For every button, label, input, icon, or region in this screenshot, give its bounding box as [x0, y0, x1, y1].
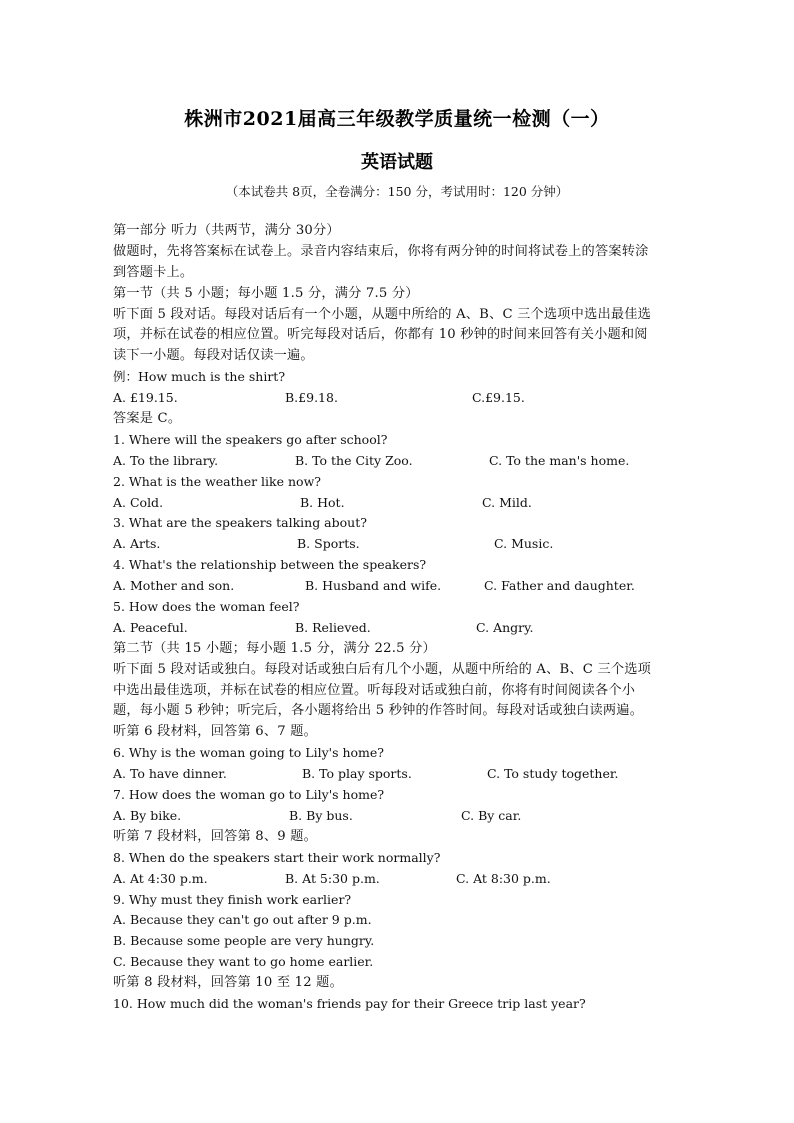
option-c: C.£9.15. [472, 390, 525, 406]
part1-instruction: 到答题卡上。 [113, 264, 194, 280]
material-6-label: 听第 6 段材料，回答第 6、7 题。 [113, 724, 317, 740]
section1-instruction: 项，并标在试卷的相应位置。听完每段对话后，你都有 10 秒钟的时间来回答有关小题和阅 [113, 327, 648, 343]
section2-instruction: 中选出最佳选项，并标在试卷的相应位置。听每段对话或独白前，你将有时间阅读各个小 [113, 682, 636, 698]
question-9-option-c: C. Because they want to go home earlier. [113, 954, 374, 970]
option-a: A. At 4:30 p.m. [113, 870, 208, 886]
material-7-label: 听第 7 段材料，回答第 8、9 题。 [113, 828, 317, 844]
question-2-options [113, 493, 683, 514]
option-b: B. At 5:30 p.m. [285, 870, 380, 886]
page-title: 株洲市2021届高三年级教学质量统一检测（一） [184, 108, 610, 130]
question-6: 6. Why is the woman going to Lily's home? [113, 745, 385, 761]
option-b: B. Husband and wife. [305, 578, 442, 594]
option-c: C. Father and daughter. [484, 578, 635, 594]
question-5-options [113, 618, 683, 639]
question-7-options [113, 806, 683, 827]
option-b: B. Hot. [300, 494, 345, 510]
option-b: B. Relieved. [295, 619, 371, 635]
option-b: B. To play sports. [302, 766, 412, 782]
material-8-label: 听第 8 段材料，回答第 10 至 12 题。 [113, 975, 343, 991]
option-c: C. Music. [494, 536, 554, 552]
example-question: 例：How much is the shirt? [113, 369, 286, 385]
option-c: C. Angry. [476, 619, 534, 635]
option-a: A. Cold. [113, 494, 164, 510]
part1-instruction: 做题时，先将答案标在试卷上。录音内容结束后，你将有两分钟的时间将试卷上的答案转涂 [113, 243, 649, 259]
question-3-options [113, 534, 683, 555]
option-a: A. To the library. [113, 452, 219, 468]
option-b: B. By bus. [289, 807, 353, 823]
question-4-options [113, 576, 683, 597]
question-8: 8. When do the speakers start their work normally? [113, 849, 441, 865]
option-c: C. At 8:30 p.m. [456, 870, 551, 886]
example-answer: 答案是 C。 [113, 411, 182, 427]
section2-instruction: 题，每小题 5 秒钟；听完后，各小题将给出 5 秒钟的作答时间。每段对话或独白读两遍。 [113, 703, 644, 719]
option-a: A. Arts. [113, 536, 161, 552]
question-4: 4. What's the relationship between the speakers? [113, 557, 427, 573]
question-2: 2. What is the weather like now? [113, 473, 321, 489]
question-3: 3. What are the speakers talking about? [113, 515, 367, 531]
section2-heading: 第二节（共 15 小题；每小题 1.5 分，满分 22.5 分） [113, 640, 436, 656]
option-a: A. Mother and son. [113, 578, 235, 594]
section2-instruction: 听下面 5 段对话或独白。每段对话或独白后有几个小题，从题中所给的 A、B、C 三个选项 [113, 661, 652, 677]
subject-title: 英语试题 [361, 152, 433, 173]
question-7: 7. How does the woman go to Lily's home? [113, 787, 385, 803]
question-5: 5. How does the woman feel? [113, 599, 300, 615]
option-b: B. Sports. [297, 536, 360, 552]
part1-heading: 第一部分 听力（共两节，满分 30分） [113, 223, 340, 238]
option-c: C. By car. [461, 807, 522, 823]
question-9: 9. Why must they finish work earlier? [113, 891, 352, 907]
question-1: 1. Where will the speakers go after school? [113, 431, 388, 447]
question-9-option-a: A. Because they can't go out after 9 p.m. [113, 912, 372, 928]
question-6-options [113, 764, 683, 785]
exam-info: （本试卷共 8页，全卷满分：150 分，考试用时：120 分钟） [225, 184, 569, 199]
option-c: C. To the man's home. [489, 452, 630, 468]
option-c: C. To study together. [487, 766, 619, 782]
section1-heading: 第一节（共 5 小题；每小题 1.5 分，满分 7.5 分） [113, 285, 419, 301]
question-10: 10. How much did the woman's friends pay for their Greece trip last year? [113, 995, 586, 1011]
option-a: A. £19.15. [113, 390, 178, 406]
option-a: A. To have dinner. [113, 766, 227, 782]
section1-instruction: 读下一小题。每段对话仅读一遍。 [113, 348, 314, 364]
question-8-options [113, 869, 683, 890]
example-options [113, 388, 683, 409]
exam-content [113, 221, 683, 1015]
option-a: A. By bike. [113, 807, 182, 823]
option-b: B. To the City Zoo. [295, 452, 413, 468]
section1-instruction: 听下面 5 段对话。每段对话后有一个小题，从题中所给的 A、B、C 三个选项中选出最佳选 [113, 306, 652, 322]
question-9-option-b: B. Because some people are very hungry. [113, 933, 375, 949]
option-b: B.£9.18. [285, 390, 338, 406]
option-c: C. Mild. [482, 494, 532, 510]
option-a: A. Peaceful. [113, 619, 188, 635]
question-1-options [113, 451, 683, 472]
